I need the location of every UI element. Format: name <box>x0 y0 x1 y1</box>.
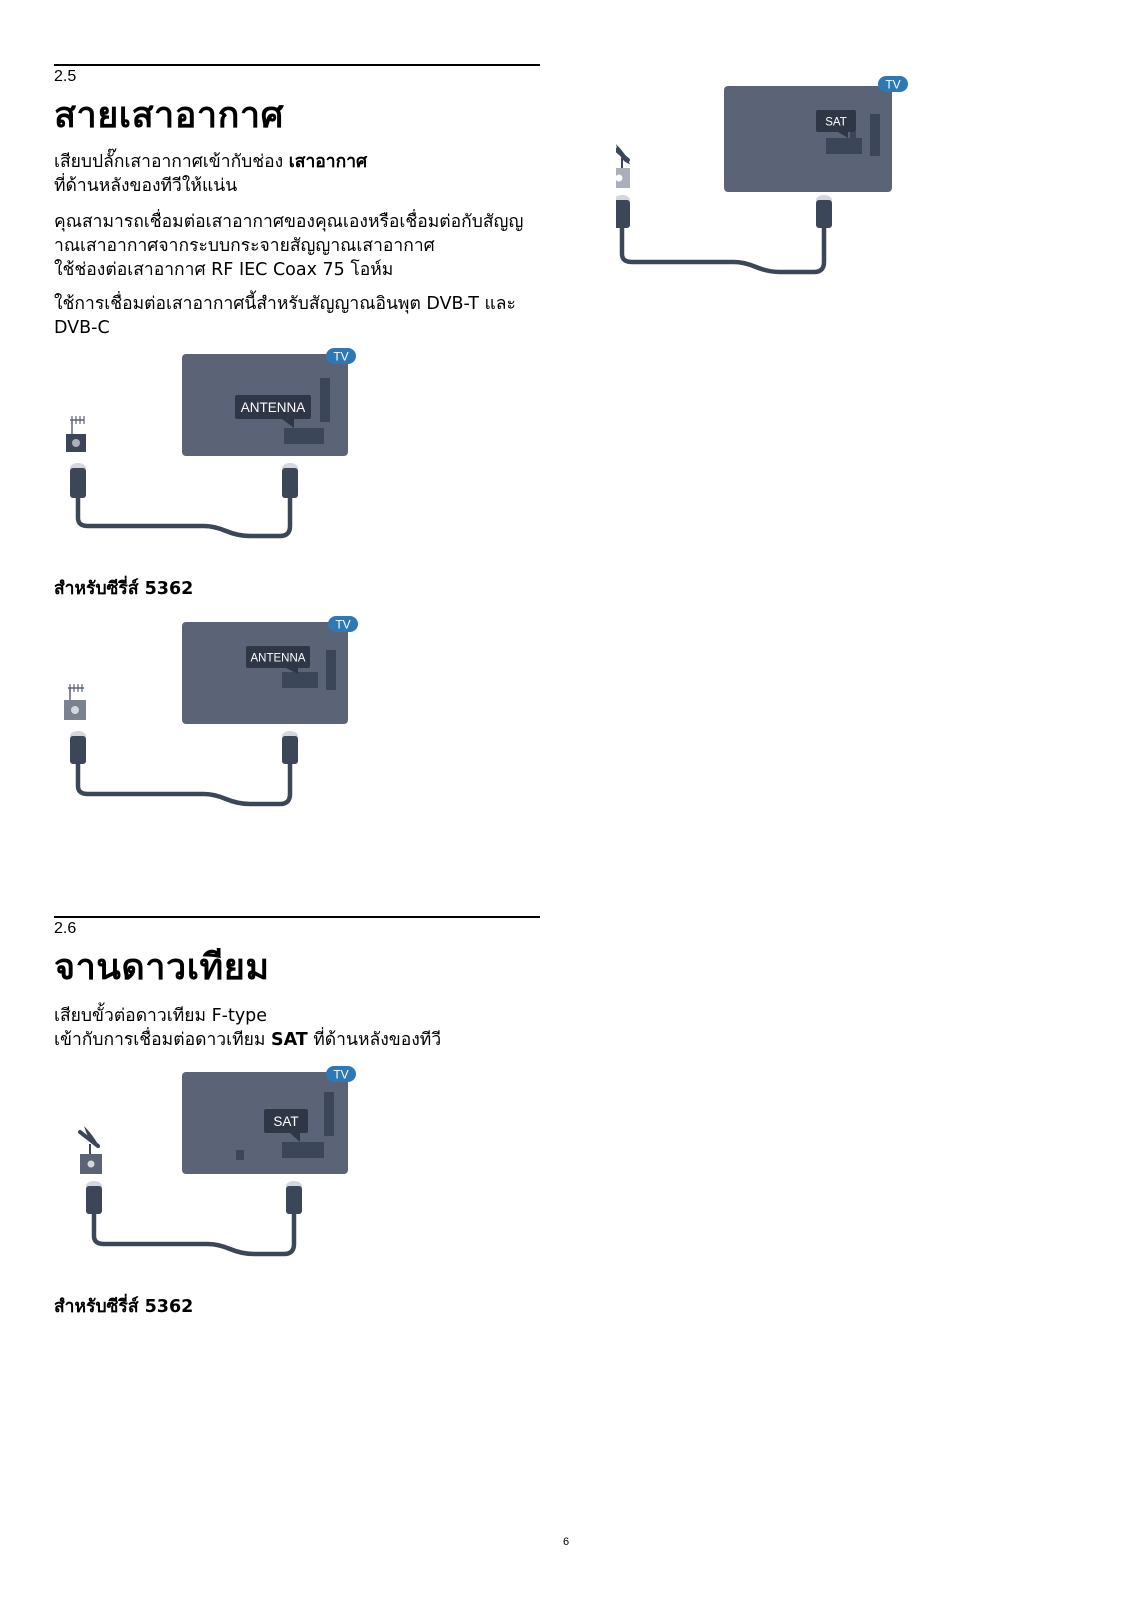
port-bar <box>826 138 862 154</box>
section-title: จานดาวเทียม <box>54 947 270 988</box>
paragraph-text: เสียบปลั๊กเสาอากาศเข้ากับช่อง <box>54 152 289 172</box>
left-connector <box>70 731 86 764</box>
paragraph-text: ที่ด้านหลังของทีวีให้แน่น <box>54 176 238 196</box>
port-bar <box>282 1142 324 1158</box>
paragraph-bold: SAT <box>270 1030 308 1050</box>
paragraph-text: เข้ากับการเชื่อมต่อดาวเทียม <box>54 1030 271 1050</box>
port-slot <box>324 1092 334 1136</box>
wall-socket-hole <box>71 706 79 714</box>
series-label: สำหรับซีรี่ส์ 5362 <box>54 1297 194 1317</box>
port-label: SAT <box>825 116 847 129</box>
right-connector <box>282 731 298 764</box>
port-slot <box>870 114 880 156</box>
port-small <box>236 1150 244 1160</box>
coax-cable <box>78 498 290 536</box>
paragraph-satellite-plug <box>54 1004 544 1052</box>
tv-badge-label: TV <box>335 617 351 632</box>
antenna-icon <box>68 684 84 700</box>
paragraph-antenna-usage <box>54 292 544 340</box>
paragraph-antenna-plug <box>54 150 544 198</box>
tv-badge-label: TV <box>333 1067 349 1082</box>
tv-back-panel <box>724 86 892 192</box>
paragraph-bold: เสาอากาศ <box>288 152 368 172</box>
coax-cable <box>94 1214 294 1254</box>
tv-back-panel <box>182 622 348 724</box>
port-bar <box>282 672 318 688</box>
antenna-icon <box>70 416 84 434</box>
right-connector <box>816 195 832 228</box>
right-connector <box>286 1181 302 1214</box>
port-slot <box>326 650 336 690</box>
left-connector <box>70 463 86 498</box>
paragraph-text: คุณสามารถเชื่อมต่อเสาอากาศของคุณเองหรือเชื่อมต่อกับสัญญ <box>54 212 524 232</box>
port-label: ANTENNA <box>240 400 306 415</box>
paragraph-text: ใช้ช่องต่อเสาอากาศ RF IEC Coax 75 โอห์ม <box>54 260 394 280</box>
wall-socket-hole <box>88 1161 95 1168</box>
paragraph-text: ใช้การเชื่อมต่อเสาอากาศนี้สำหรับสัญญาณอินพุต DVB-T และ <box>54 294 516 314</box>
tv-badge-label: TV <box>333 349 349 364</box>
right-connector <box>282 463 298 498</box>
section-number: 2.6 <box>54 920 77 937</box>
satellite-dish-icon <box>80 1126 100 1154</box>
left-connector <box>616 195 630 228</box>
section-divider <box>54 64 540 66</box>
port-small <box>850 132 856 154</box>
port-bar <box>284 428 324 444</box>
coax-cable <box>78 764 290 804</box>
satellite-connection-figure-series <box>616 76 916 286</box>
left-connector <box>86 1181 102 1214</box>
satellite-connection-figure <box>54 1066 374 1276</box>
paragraph-antenna-connect <box>54 210 544 282</box>
series-label: สำหรับซีรี่ส์ 5362 <box>54 579 194 599</box>
port-label: ANTENNA <box>250 652 306 665</box>
paragraph-text: าณเสาอากาศจากระบบกระจายสัญญาณเสาอากาศ <box>54 236 435 256</box>
tv-badge-label: TV <box>885 77 901 92</box>
page-number: 6 <box>562 1536 570 1548</box>
paragraph-text: ที่ด้านหลังของทีวี <box>307 1030 442 1050</box>
coax-cable <box>622 228 824 272</box>
section-number: 2.5 <box>54 68 77 85</box>
port-label: SAT <box>273 1114 299 1129</box>
antenna-connection-figure <box>54 348 374 558</box>
section-divider <box>54 916 540 918</box>
antenna-connection-figure-series <box>54 616 374 826</box>
wall-socket-hole <box>72 439 80 447</box>
paragraph-text: DVB-C <box>54 318 110 338</box>
section-title: สายเสาอากาศ <box>54 95 284 136</box>
port-slot <box>320 378 330 422</box>
paragraph-text: เสียบขั้วต่อดาวเทียม F-type <box>54 1006 268 1026</box>
satellite-dish-icon <box>616 144 630 168</box>
